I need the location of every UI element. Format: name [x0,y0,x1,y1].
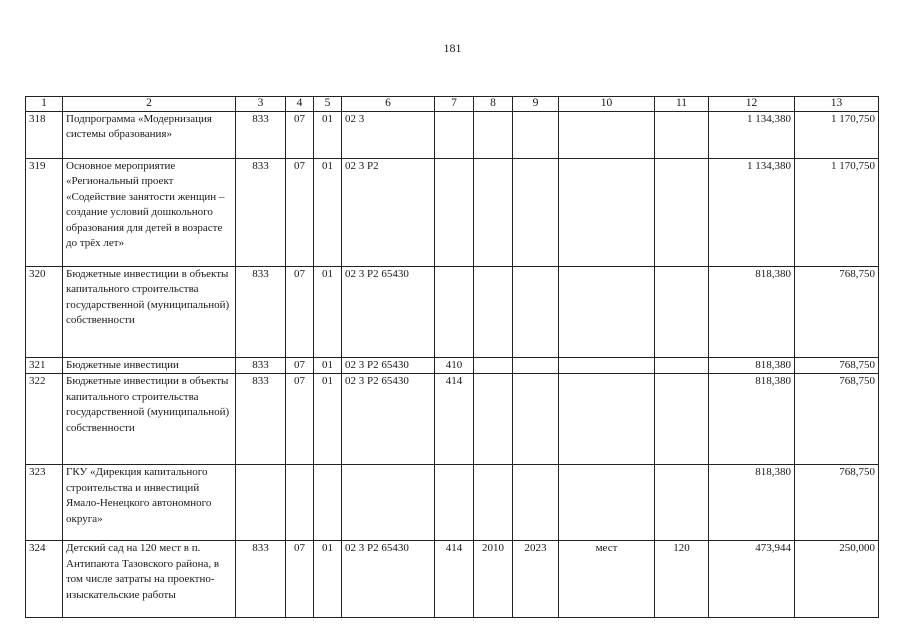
row-subsection: 01 [314,358,342,374]
row-amount-col13: 768,750 [795,267,879,358]
row-amount-col13: 1 170,750 [795,159,879,267]
row-expense-type: 414 [435,541,474,618]
row-section: 07 [286,358,314,374]
row-section: 07 [286,267,314,358]
column-header: 5 [314,97,342,112]
row-grbs: 833 [236,541,286,618]
row-number: 323 [26,465,63,541]
table-row [26,159,879,267]
row-number: 318 [26,112,63,159]
row-number: 321 [26,358,63,374]
row-subsection: 01 [314,159,342,267]
row-amount-col12: 818,380 [709,374,795,465]
row-start-year [474,465,513,541]
row-target-article: 02 3 [342,112,435,159]
column-header: 3 [236,97,286,112]
row-grbs: 833 [236,267,286,358]
column-header: 6 [342,97,435,112]
row-start-year [474,267,513,358]
row-target-article: 02 3 P2 65430 [342,374,435,465]
row-number: 322 [26,374,63,465]
row-subsection [314,465,342,541]
row-name: Детский сад на 120 мест в п. Антипаюта Тазовского района, в том числе затраты на проектно-изыскательские работы [63,541,236,618]
row-unit [559,374,655,465]
row-expense-type [435,267,474,358]
row-grbs: 833 [236,112,286,159]
row-expense-type: 414 [435,374,474,465]
row-grbs: 833 [236,159,286,267]
row-end-year [513,358,559,374]
row-number: 320 [26,267,63,358]
row-capacity: 120 [655,541,709,618]
row-capacity [655,159,709,267]
row-end-year [513,374,559,465]
table-row [26,112,879,159]
column-header: 11 [655,97,709,112]
row-amount-col12: 1 134,380 [709,112,795,159]
row-unit [559,465,655,541]
row-name: Бюджетные инвестиции в объекты капитального строительства государственной (муниципальной) собственности [63,267,236,358]
table-row [26,374,879,465]
row-section: 07 [286,541,314,618]
column-header: 13 [795,97,879,112]
column-header: 2 [63,97,236,112]
column-header: 8 [474,97,513,112]
row-start-year [474,112,513,159]
row-unit [559,358,655,374]
row-section: 07 [286,374,314,465]
budget-table [25,96,879,618]
row-grbs: 833 [236,358,286,374]
row-subsection: 01 [314,112,342,159]
column-header: 1 [26,97,63,112]
row-number: 324 [26,541,63,618]
row-name: Подпрограмма «Модернизация системы образования» [63,112,236,159]
row-start-year: 2010 [474,541,513,618]
page-number: 181 [443,41,462,55]
column-header: 9 [513,97,559,112]
row-capacity [655,465,709,541]
row-target-article: 02 3 P2 65430 [342,358,435,374]
row-target-article: 02 3 P2 [342,159,435,267]
row-amount-col12: 818,380 [709,358,795,374]
column-header: 4 [286,97,314,112]
row-name: ГКУ «Дирекция капитального строительства и инвестиций Ямало-Ненецкого автономного округа» [63,465,236,541]
row-capacity [655,374,709,465]
row-unit: мест [559,541,655,618]
row-amount-col12: 818,380 [709,465,795,541]
row-amount-col13: 768,750 [795,358,879,374]
row-unit [559,159,655,267]
row-section: 07 [286,159,314,267]
row-grbs: 833 [236,374,286,465]
row-end-year [513,267,559,358]
row-capacity [655,267,709,358]
row-expense-type: 410 [435,358,474,374]
row-capacity [655,112,709,159]
table-row [26,267,879,358]
row-name: Бюджетные инвестиции [63,358,236,374]
row-target-article: 02 3 P2 65430 [342,267,435,358]
row-unit [559,267,655,358]
row-subsection: 01 [314,267,342,358]
column-header: 7 [435,97,474,112]
row-section: 07 [286,112,314,159]
table-row [26,541,879,618]
row-target-article [342,465,435,541]
row-amount-col13: 1 170,750 [795,112,879,159]
row-amount-col12: 818,380 [709,267,795,358]
row-name: Основное мероприятие «Региональный проект «Содействие занятости женщин – создание условий дошкольного образования для детей в возрасте до трёх лет» [63,159,236,267]
row-end-year [513,159,559,267]
row-subsection: 01 [314,541,342,618]
column-header: 12 [709,97,795,112]
row-number: 319 [26,159,63,267]
row-capacity [655,358,709,374]
row-amount-col13: 768,750 [795,465,879,541]
row-expense-type [435,465,474,541]
row-expense-type [435,159,474,267]
row-start-year [474,374,513,465]
row-amount-col12: 473,944 [709,541,795,618]
row-expense-type [435,112,474,159]
row-amount-col13: 768,750 [795,374,879,465]
header-row [26,97,879,112]
row-end-year: 2023 [513,541,559,618]
row-target-article: 02 3 P2 65430 [342,541,435,618]
row-end-year [513,112,559,159]
row-section [286,465,314,541]
row-grbs [236,465,286,541]
table-row [26,465,879,541]
table-row [26,358,879,374]
row-amount-col13: 250,000 [795,541,879,618]
row-start-year [474,159,513,267]
row-start-year [474,358,513,374]
row-amount-col12: 1 134,380 [709,159,795,267]
column-header: 10 [559,97,655,112]
row-subsection: 01 [314,374,342,465]
row-unit [559,112,655,159]
row-name: Бюджетные инвестиции в объекты капитального строительства государственной (муниципальной) собственности [63,374,236,465]
row-end-year [513,465,559,541]
